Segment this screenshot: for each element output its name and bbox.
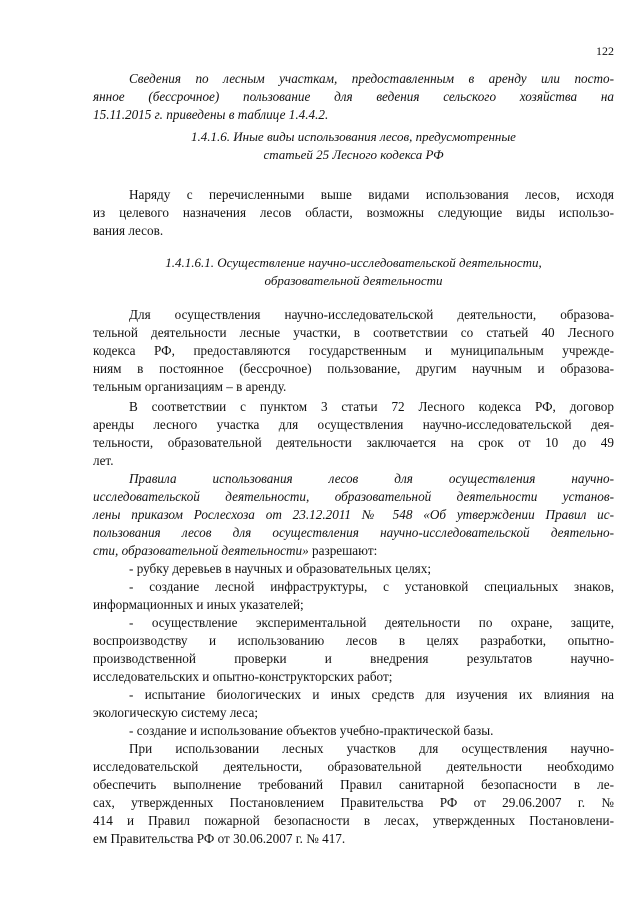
page-number: 122 xyxy=(596,44,614,58)
text-line: В соответствии с пунктом 3 статьи 72 Лесного кодекса РФ, договор xyxy=(129,399,614,414)
heading-line: образовательной деятельности xyxy=(264,273,443,288)
paragraph-rules xyxy=(93,470,614,560)
list-item-continuation: исследовательских и опытно-конструкторских работ; xyxy=(93,669,393,684)
text-line: лены приказом Рослесхоза от 23.12.2011 № 548 «Об утверждении Правил ис- xyxy=(93,507,614,522)
text-line: исследовательской деятельности, образовательной деятельности установ- xyxy=(93,489,614,504)
text-line: тельности, образовательной деятельности заключается на срок от 10 до 49 xyxy=(93,435,614,450)
heading-line: 1.4.1.6. Иные виды использования лесов, предусмотренные xyxy=(191,129,516,144)
text-line: аренды лесного участка для осуществления научно-исследовательской дея- xyxy=(93,417,614,432)
text-line: При использовании лесных участков для осуществления научно- xyxy=(129,741,614,756)
text-line: тельным организациям – в аренду. xyxy=(93,379,287,394)
text-line: тельной деятельности лесные участки, в соответствии со статьей 40 Лесного xyxy=(93,325,614,340)
text-line: сах, утвержденных Постановлением Правительства РФ от 29.06.2007 г. № xyxy=(93,795,614,810)
text-line: янное (бессрочное) пользование для ведения сельского хозяйства на xyxy=(93,89,614,104)
list-item-continuation: экологическую систему леса; xyxy=(93,705,258,720)
section-heading-1-4-1-6-1 xyxy=(93,254,614,290)
text-line: Сведения по лесным участкам, предоставленным в аренду или посто- xyxy=(129,71,614,86)
text-line: 15.11.2015 г. приведены в таблице 1.4.4.2. xyxy=(93,107,329,122)
text-line: пользования лесов для осуществления научно-исследовательской деятельно- xyxy=(93,525,614,540)
list-item-continuation: воспроизводству и использованию лесов в целях разработки, опытно- xyxy=(93,633,614,648)
text-line xyxy=(93,542,614,560)
list-item: - создание и использование объектов учебно-практической базы. xyxy=(129,723,494,738)
text-line: обеспечить выполнение требований Правил санитарной безопасности в ле- xyxy=(93,777,614,792)
heading-line: статьей 25 Лесного кодекса РФ xyxy=(263,147,444,162)
paragraph-safety-requirements xyxy=(93,740,614,848)
rules-title-end: сти, образовательной деятельности» xyxy=(93,543,309,558)
heading-line: 1.4.1.6.1. Осуществление научно-исследовательской деятельности, xyxy=(165,255,542,270)
text-line: Для осуществления научно-исследовательской деятельности, образова- xyxy=(129,307,614,322)
list-item-continuation: информационных и иных указателей; xyxy=(93,597,304,612)
paragraph-other-uses xyxy=(93,186,614,240)
list-item: - создание лесной инфраструктуры, с установкой специальных знаков, xyxy=(129,579,614,594)
text-line: ем Правительства РФ от 30.06.2007 г. № 417. xyxy=(93,831,346,846)
text-line: Наряду с перечисленными выше видами использования лесов, исходя xyxy=(129,187,614,202)
list-item: - осуществление экспериментальной деятельности по охране, защите, xyxy=(129,615,614,630)
text-line: исследовательской деятельности, образовательной деятельности необходимо xyxy=(93,759,614,774)
text-line: Правила использования лесов для осуществления научно- xyxy=(129,471,614,486)
section-heading-1-4-1-6 xyxy=(93,128,614,164)
intro-paragraph xyxy=(93,70,614,124)
list-item: - рубку деревьев в научных и образовательных целях; xyxy=(129,561,432,576)
text-line: лет. xyxy=(93,453,114,468)
text-line: кодекса РФ, предоставляются государственным и муниципальным учрежде- xyxy=(93,343,614,358)
paragraph-lease-term xyxy=(93,398,614,470)
paragraph-land-provision xyxy=(93,306,614,396)
list-item-continuation: производственной проверки и внедрения результатов научно- xyxy=(93,651,614,666)
list-item: - испытание биологических и иных средств для изучения их влияния на xyxy=(129,687,614,702)
rules-allow-text: разрешают: xyxy=(308,543,378,558)
text-line: 414 и Правил пожарной безопасности в лесах, утвержденных Постановлени- xyxy=(93,813,614,828)
text-line: из целевого назначения лесов области, возможны следующие виды использо- xyxy=(93,205,614,220)
permitted-activities-list xyxy=(93,560,614,740)
text-line: вания лесов. xyxy=(93,223,164,238)
text-line: ниям в постоянное (бессрочное) пользование, другим научным и образова- xyxy=(93,361,614,376)
